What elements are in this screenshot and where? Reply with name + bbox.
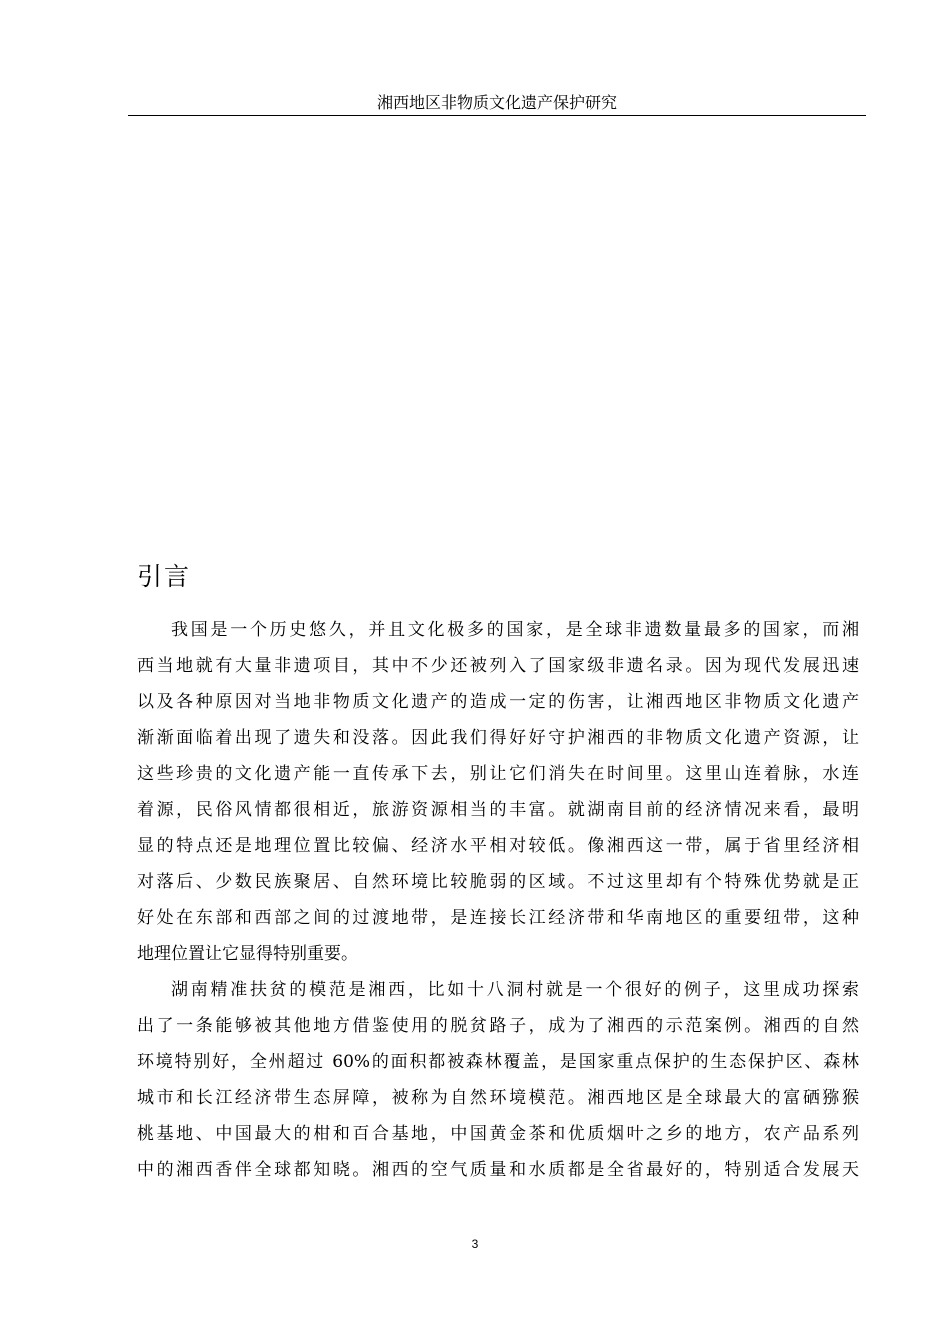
paragraph-line: 中的湘西香伴全球都知晓。湘西的空气质量和水质都是全省最好的，特别适合发展天 — [137, 1160, 859, 1180]
paragraph-line: 显的特点还是地理位置比较偏、经济水平相对较低。像湘西这一带，属于省里经济相 — [137, 836, 859, 856]
paragraph-line: 我国是一个历史悠久，并且文化极多的国家，是全球非遗数量最多的国家，而湘 — [171, 620, 859, 640]
paragraph-line: 对落后、少数民族聚居、自然环境比较脆弱的区域。不过这里却有个特殊优势就是正 — [137, 872, 859, 892]
paragraph-2 — [137, 972, 859, 1188]
paragraph-line: 渐渐面临着出现了遗失和没落。因此我们得好好守护湘西的非物质文化遗产资源，让 — [137, 728, 859, 748]
paragraph-1 — [137, 612, 859, 972]
paragraph-line: 西当地就有大量非遗项目，其中不少还被列入了国家级非遗名录。因为现代发展迅速 — [137, 656, 859, 676]
paragraph-line: 桃基地、中国最大的柑和百合基地，中国黄金茶和优质烟叶之乡的地方，农产品系列 — [137, 1124, 859, 1144]
paragraph-line: 城市和长江经济带生态屏障，被称为自然环境模范。湘西地区是全球最大的富硒猕猴 — [137, 1088, 859, 1108]
body-text — [137, 612, 859, 1188]
paragraph-line: 环境特别好，全州超过 60%的面积都被森林覆盖，是国家重点保护的生态保护区、森林 — [137, 1052, 859, 1072]
paragraph-line: 地理位置让它显得特别重要。 — [137, 944, 358, 964]
header-divider — [128, 115, 866, 116]
paragraph-line: 着源，民俗风情都很相近，旅游资源相当的丰富。就湖南目前的经济情况来看，最明 — [137, 800, 859, 820]
paragraph-line: 好处在东部和西部之间的过渡地带，是连接长江经济带和华南地区的重要纽带，这种 — [137, 908, 859, 928]
section-heading: 引言 — [137, 562, 192, 591]
running-header: 湘西地区非物质文化遗产保护研究 — [376, 93, 617, 112]
paragraph-line: 以及各种原因对当地非物质文化遗产的造成一定的伤害，让湘西地区非物质文化遗产 — [137, 692, 859, 712]
page-number: 3 — [471, 1237, 479, 1251]
paragraph-line: 出了一条能够被其他地方借鉴使用的脱贫路子，成为了湘西的示范案例。湘西的自然 — [137, 1016, 859, 1036]
paragraph-line: 这些珍贵的文化遗产能一直传承下去，别让它们消失在时间里。这里山连着脉，水连 — [137, 764, 859, 784]
paragraph-line: 湖南精准扶贫的模范是湘西，比如十八洞村就是一个很好的例子，这里成功探索 — [171, 980, 859, 1000]
